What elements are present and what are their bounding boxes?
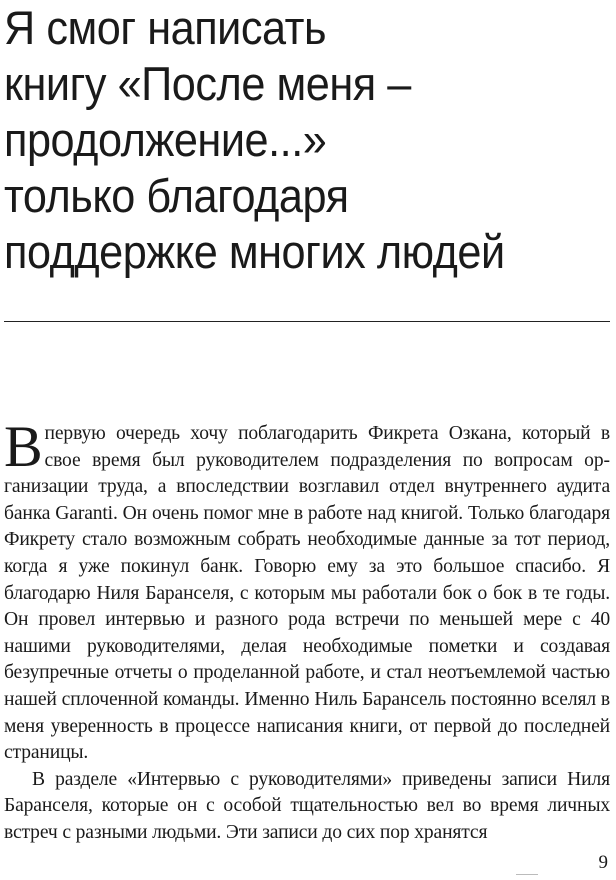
paragraph-1 xyxy=(4,414,610,767)
body-text xyxy=(4,414,610,847)
page-number: 9 xyxy=(598,852,608,873)
heading-line-2: книгу «После меня – xyxy=(4,57,411,110)
heading-line-4: только благодаря xyxy=(4,169,349,222)
heading-line-1: Я смог написать xyxy=(4,1,327,54)
footer-mark xyxy=(516,874,538,875)
heading-line-5: поддержке многих людей xyxy=(4,225,505,278)
paragraph-2-text: В разделе «Интервью с руководителями» приведены записи Ниля Баранселя, которые он с особой тщательностью вел во время личных встреч с разными людьми. Эти записи до сих пор хранятся xyxy=(4,768,610,843)
drop-cap: В xyxy=(4,414,43,479)
paragraph-1-text: первую очередь хочу поблагодарить Фикрета Озкана, который в свое время был руководителем подразделения по вопросам организации труда, а впоследствии возглавил отдел внутреннего аудита банка Garanti. Он очень помог мне в работе над книгой. Только благодаря Фикрету стало возможным собрать необходимые данные за тот период, когда я уже покинул банк. Говорю ему за это большое спасибо. Я благодарю Ниля Баранселя, с которым мы работали бок о бок в те годы. Он провел интервью и разного рода встречи по меньшей мере с 40 нашими руководителями, делая необходимые пометки и создавая безупречные отчеты о проделанной работе, и стал неотъемлемой частью нашей сплоченной команды. Именно Ниль Барансель постоянно вселял в меня уверенность в процессе написания книги, от первой до последней страницы. xyxy=(4,423,610,764)
heading-divider xyxy=(4,321,610,322)
heading-line-3: продолжение...» xyxy=(4,113,327,166)
paragraph-2 xyxy=(4,767,610,847)
chapter-heading xyxy=(4,0,563,280)
